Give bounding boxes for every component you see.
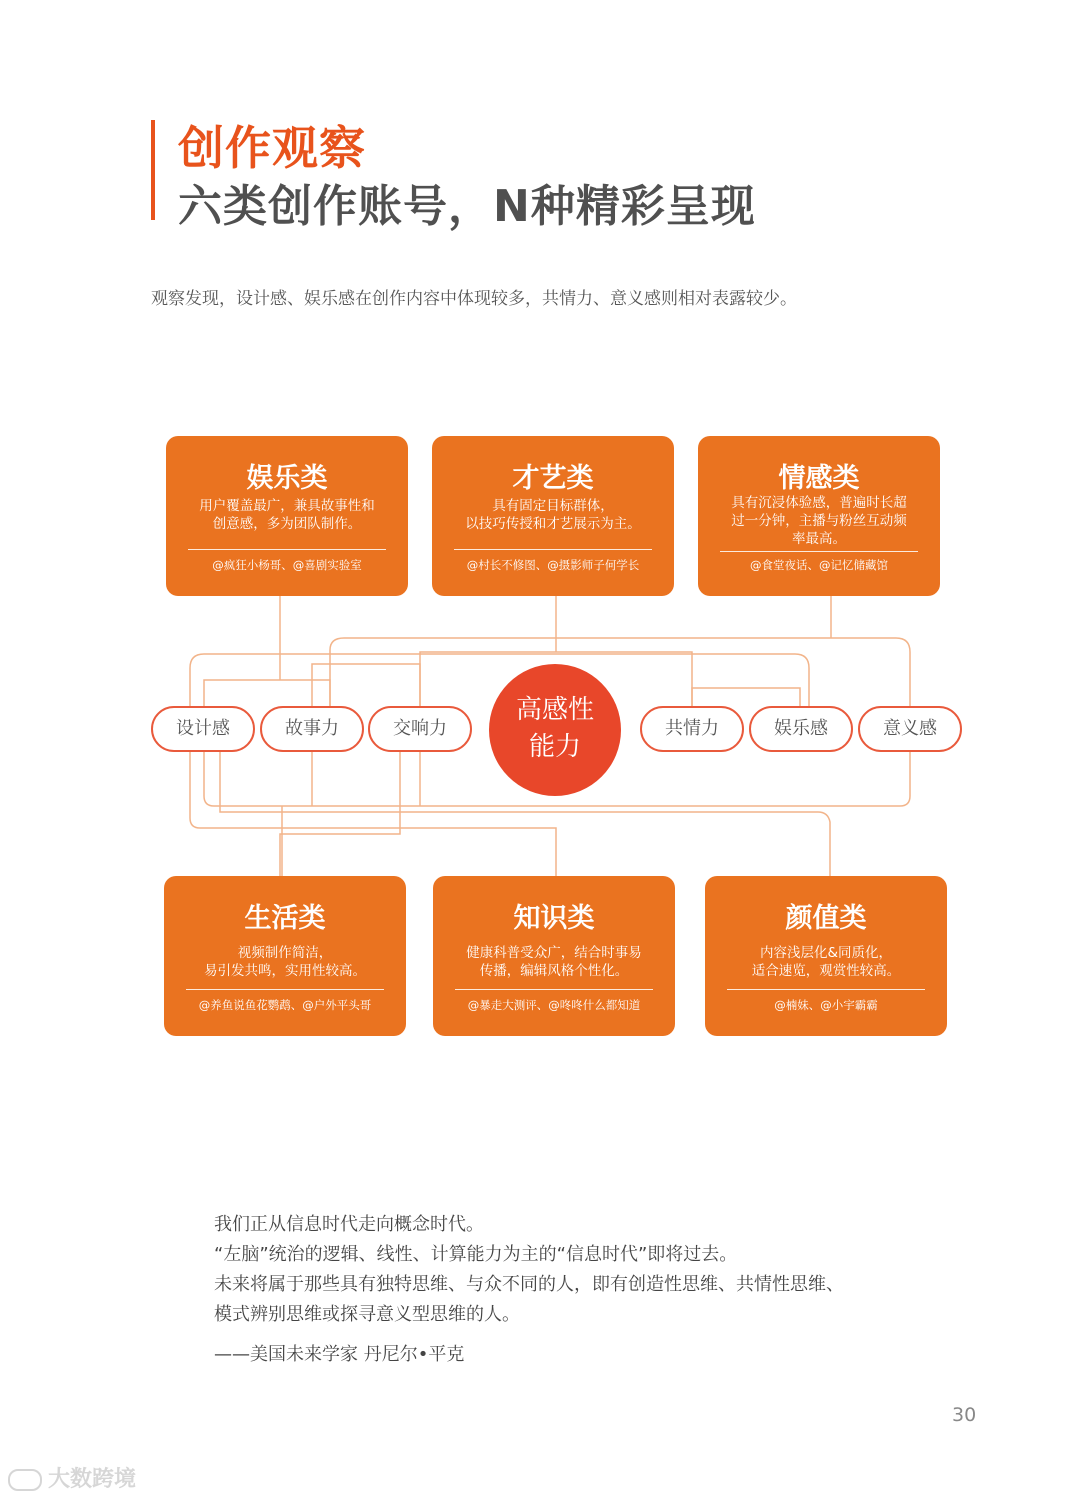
card-accounts: @养鱼说鱼花鹦鹉、@户外平头哥 — [198, 998, 372, 1012]
quote-line: 未来将属于那些具有独特思维、与众不同的人，即有创造性思维、共情性思维、 — [214, 1274, 844, 1295]
card-desc: 具有固定目标群体， 以技巧传授和才艺展示为主。 — [465, 498, 641, 532]
quote-block — [214, 1210, 844, 1370]
card-title: 知识类 — [513, 903, 595, 934]
ability-empathy: 共情力 — [640, 706, 744, 752]
card-accounts: @村长不修图、@摄影师子何学长 — [466, 558, 640, 572]
card-desc: 内容浅层化&同质化， 适合速览，观赏性较高。 — [751, 945, 901, 979]
ability-meaning: 意义感 — [858, 706, 962, 752]
quote-line: “左脑”统治的逻辑、线性、计算能力为主的“信息时代”即将过去。 — [214, 1244, 738, 1265]
watermark: 大数跨境 — [8, 1462, 136, 1493]
card-accounts: @食堂夜话、@记忆储藏馆 — [750, 558, 888, 572]
ability-design: 设计感 — [151, 706, 255, 752]
card-accounts: @疯狂小杨哥、@喜剧实验室 — [212, 558, 362, 572]
card-divider — [720, 551, 918, 552]
card-title: 才艺类 — [512, 463, 594, 494]
card-desc: 健康科普受众广，结合时事易 传播，编辑风格个性化。 — [466, 945, 642, 979]
page-title: 创作观察 — [178, 121, 366, 175]
card-accounts: @楠妹、@小宇霸霸 — [774, 998, 878, 1012]
card-divider — [727, 989, 925, 990]
quote-author: ——美国未来学家 丹尼尔•平克 — [214, 1344, 465, 1365]
ability-play: 娱乐感 — [749, 706, 853, 752]
card-accounts: @暴走大测评、@咚咚什么都知道 — [467, 998, 641, 1012]
card-talent — [432, 436, 674, 596]
card-divider — [454, 549, 652, 550]
card-life — [164, 876, 406, 1036]
card-emotion — [698, 436, 940, 596]
card-divider — [186, 989, 384, 990]
card-entertainment — [166, 436, 408, 596]
card-desc: 视频制作简洁， 易引发共鸣，实用性较高。 — [204, 945, 366, 979]
card-title: 娱乐类 — [246, 463, 328, 494]
card-divider — [455, 989, 653, 990]
center-high-concept: 高感性 能力 — [489, 664, 621, 796]
ability-symphony: 交响力 — [368, 706, 472, 752]
page-number: 30 — [952, 1404, 977, 1426]
card-title: 颜值类 — [785, 903, 867, 934]
card-title: 情感类 — [778, 463, 860, 494]
card-looks — [705, 876, 947, 1036]
ability-story: 故事力 — [260, 706, 364, 752]
watermark-logo-icon — [8, 1469, 42, 1491]
page-subtitle: 六类创作账号，N种精彩呈现 — [178, 181, 756, 232]
quote-line: 模式辨别思维或探寻意义型思维的人。 — [214, 1304, 520, 1325]
card-title: 生活类 — [244, 903, 326, 934]
card-desc: 具有沉浸体验感，普遍时长超 过一分钟，主播与粉丝互动频 率最高。 — [731, 495, 907, 547]
card-knowledge — [433, 876, 675, 1036]
intro-text: 观察发现，设计感、娱乐感在创作内容中体现较多，共情力、意义感则相对表露较少。 — [151, 289, 797, 309]
card-divider — [188, 549, 386, 550]
card-desc: 用户覆盖最广，兼具故事性和 创意感，多为团队制作。 — [199, 498, 375, 532]
quote-line: 我们正从信息时代走向概念时代。 — [214, 1214, 484, 1235]
